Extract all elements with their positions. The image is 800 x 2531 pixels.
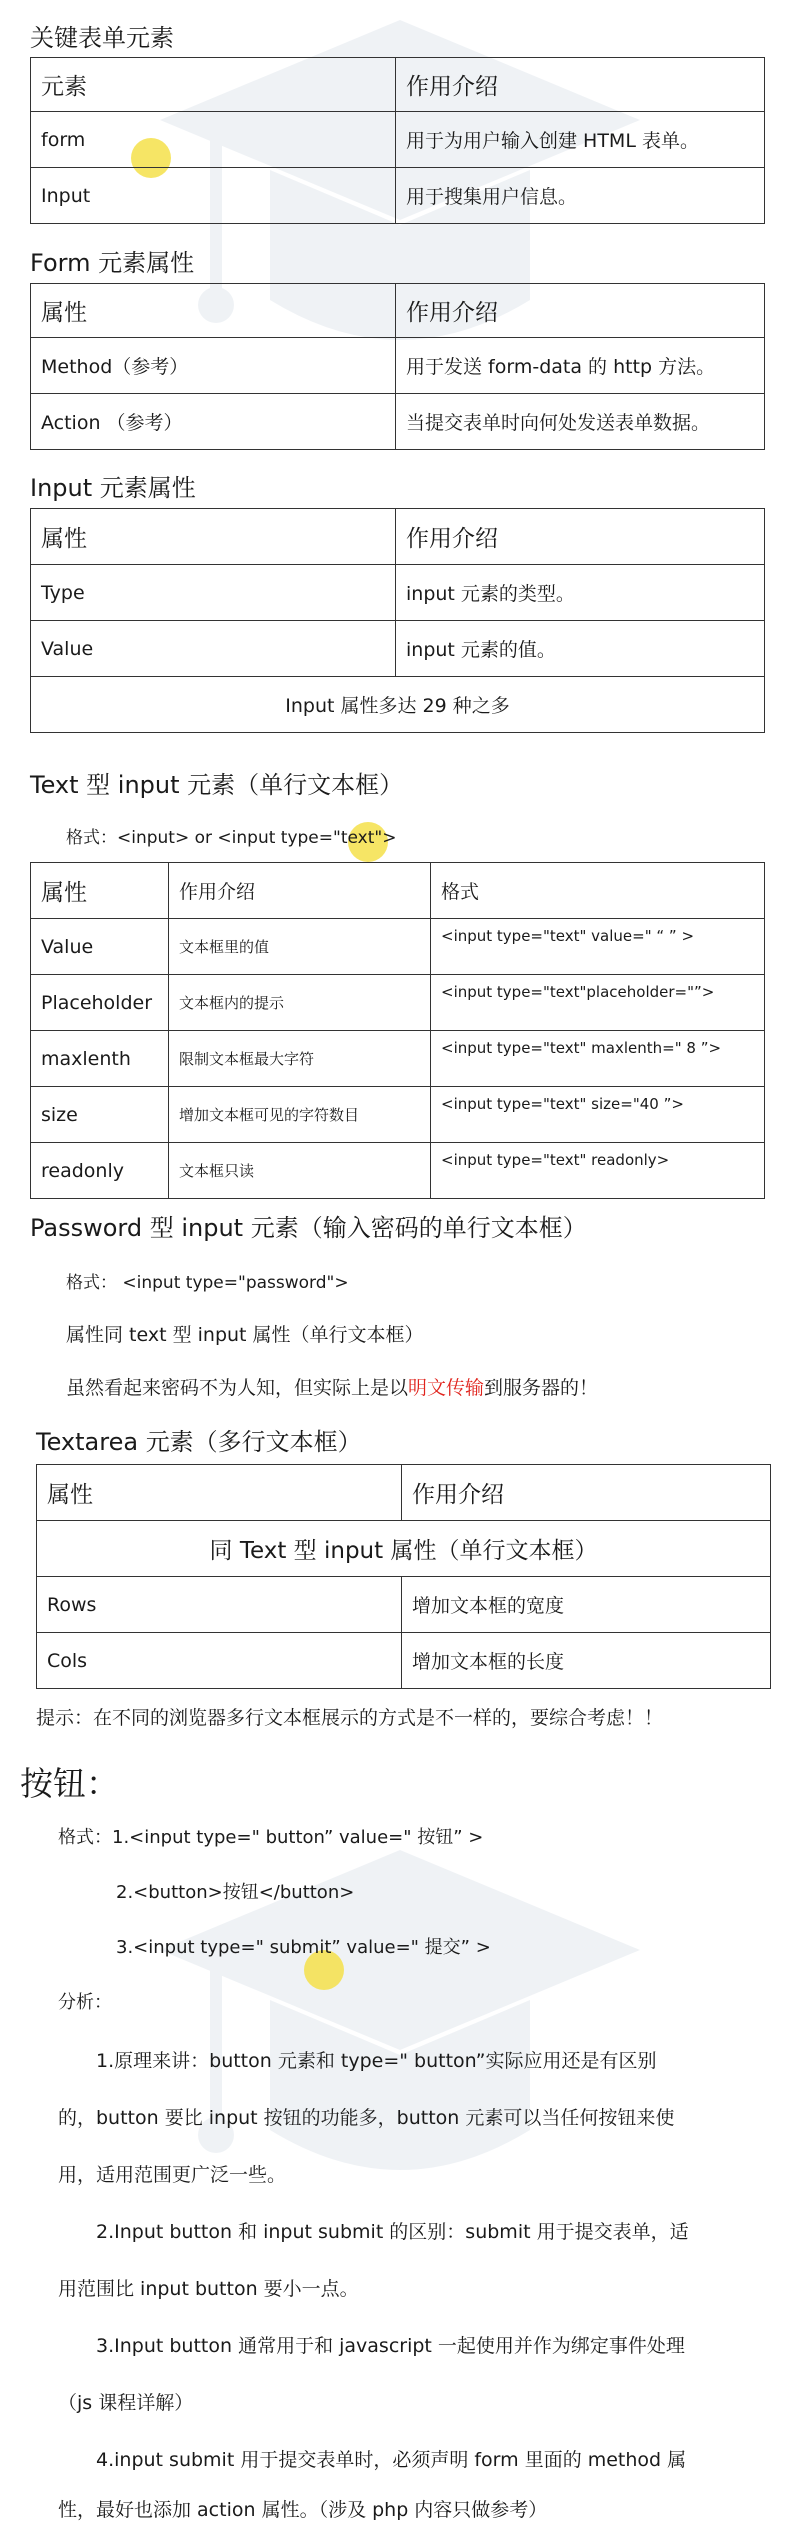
table-cell: <input type="text" maxlenth=" 8 ”> [431, 1031, 765, 1087]
table-cell: <input type="text" readonly> [431, 1143, 765, 1199]
input-attributes-table [30, 508, 765, 733]
note-text [66, 1373, 598, 1400]
table-cell: 增加文本框可见的字符数目 [169, 1087, 431, 1143]
table-header: 作用介绍 [169, 863, 431, 919]
paragraph-line: 3.Input button 通常用于和 javascript 一起使用并作为绑定事件处理 [96, 2335, 685, 2357]
table-cell: Rows [37, 1577, 402, 1633]
table-cell: 用于搜集用户信息。 [396, 168, 765, 224]
paragraph-line: 性，最好也添加 action 属性。（涉及 php 内容只做参考） [58, 2499, 548, 2521]
paragraph-line: 1.原理来讲：button 元素和 type=" button”实际应用还是有区别 [96, 2050, 657, 2072]
table-cell: 当提交表单时向何处发送表单数据。 [396, 394, 765, 450]
section-title: Form 元素属性 [30, 249, 195, 277]
table-header: 格式 [431, 863, 765, 919]
table-span-cell: 同 Text 型 input 属性（单行文本框） [37, 1521, 771, 1577]
table-cell: input 元素的类型。 [396, 565, 765, 621]
paragraph-line: 2.Input button 和 input submit 的区别：submit 用于提交表单，适 [96, 2221, 689, 2243]
section-title: Text 型 input 元素（单行文本框） [30, 771, 404, 799]
table-cell: input 元素的值。 [396, 621, 765, 677]
paragraph-line: 用范围比 input button 要小一点。 [58, 2278, 359, 2300]
note-text-part: 虽然看起来密码不为人知，但实际上是以 [66, 1377, 409, 1399]
highlighted-text: 明文传输 [408, 1377, 485, 1399]
table-cell: 限制文本框最大字符 [169, 1031, 431, 1087]
paragraph-line: 4.input submit 用于提交表单时，必须声明 form 里面的 method 属 [96, 2449, 687, 2471]
table-cell: Input [31, 168, 396, 224]
table-cell: Method（参考） [31, 338, 396, 394]
section-title: Textarea 元素（多行文本框） [36, 1428, 362, 1456]
table-header: 作用介绍 [396, 58, 765, 112]
paragraph-line: 用，适用范围更广泛一些。 [58, 2164, 287, 2186]
table-cell: Placeholder [31, 975, 169, 1031]
note-text: 属性同 text 型 input 属性（单行文本框） [66, 1324, 424, 1346]
table-cell: 用于为用户输入创建 HTML 表单。 [396, 112, 765, 168]
text-input-attributes-table [30, 862, 765, 1199]
table-header: 属性 [31, 509, 396, 565]
format-text: 格式： <input type="password"> [66, 1273, 349, 1293]
section-title: Password 型 input 元素（输入密码的单行文本框） [30, 1214, 587, 1242]
paragraph-line: （js 课程详解） [58, 2392, 194, 2414]
key-form-elements-table [30, 57, 765, 224]
section-title: 按钮： [20, 1764, 119, 1803]
section-title: 关键表单元素 [30, 24, 174, 52]
table-header: 属性 [37, 1465, 402, 1521]
table-cell: maxlenth [31, 1031, 169, 1087]
table-cell: 增加文本框的宽度 [402, 1577, 771, 1633]
table-cell: size [31, 1087, 169, 1143]
table-cell: 文本框内的提示 [169, 975, 431, 1031]
table-cell: 用于发送 form-data 的 http 方法。 [396, 338, 765, 394]
table-cell: <input type="text" value=" “ ” > [431, 919, 765, 975]
table-header: 元素 [31, 58, 396, 112]
table-cell: form [31, 112, 396, 168]
table-cell: readonly [31, 1143, 169, 1199]
tip-text: 提示：在不同的浏览器多行文本框展示的方式是不一样的，要综合考虑！！ [36, 1707, 664, 1729]
form-attributes-table [30, 283, 765, 450]
paragraph-line: 的，button 要比 input 按钮的功能多，button 元素可以当任何按钮来使 [58, 2107, 675, 2129]
section-title: Input 元素属性 [30, 474, 196, 502]
table-cell: 文本框里的值 [169, 919, 431, 975]
analysis-label: 分析： [58, 1992, 112, 2013]
format-line: 2.<button>按钮</button> [116, 1882, 355, 1903]
table-header: 属性 [31, 863, 169, 919]
table-footer-cell: Input 属性多达 29 种之多 [31, 677, 765, 733]
note-text-part: 到服务器的！ [484, 1377, 599, 1399]
table-cell: <input type="text"placeholder="”> [431, 975, 765, 1031]
table-cell: Cols [37, 1633, 402, 1689]
table-cell: Value [31, 919, 169, 975]
table-cell: 文本框只读 [169, 1143, 431, 1199]
table-cell: <input type="text" size="40 ”> [431, 1087, 765, 1143]
format-line: 3.<input type=" submit” value=" 提交” > [116, 1937, 491, 1958]
table-header: 作用介绍 [396, 284, 765, 338]
format-text: 格式：<input> or <input type="text"> [66, 828, 397, 848]
textarea-attributes-table [36, 1464, 771, 1689]
format-line: 格式：1.<input type=" button” value=" 按钮” > [58, 1827, 484, 1848]
table-header: 属性 [31, 284, 396, 338]
table-cell: Value [31, 621, 396, 677]
table-cell: Action （参考） [31, 394, 396, 450]
table-header: 作用介绍 [402, 1465, 771, 1521]
table-header: 作用介绍 [396, 509, 765, 565]
table-cell: Type [31, 565, 396, 621]
table-cell: 增加文本框的长度 [402, 1633, 771, 1689]
